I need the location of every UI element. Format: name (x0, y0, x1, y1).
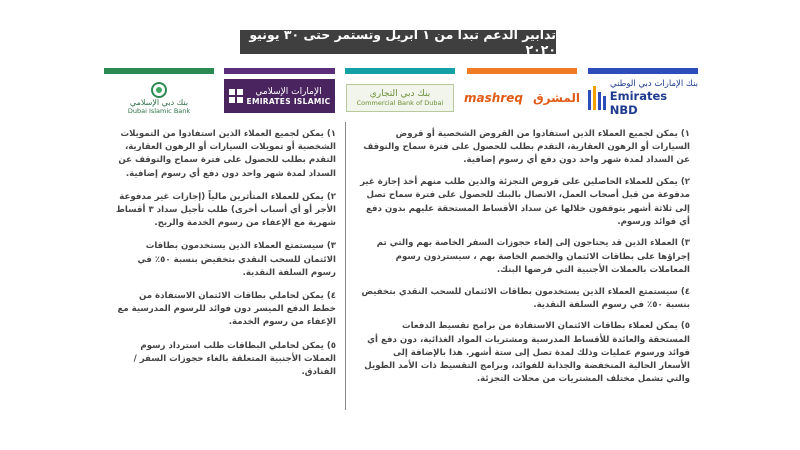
mashreq-name-ar: المشرق (532, 91, 581, 105)
emirates-nbd-symbol-icon (588, 86, 606, 110)
emirates-islamic-logo (224, 68, 335, 118)
mashreq-name-en: mashreq (464, 91, 523, 105)
conventional-banks-measures (360, 128, 690, 395)
measure-item: ٣)العملاء الذين قد يحتاجون إلى إلغاء حجوزات السفر الخاصة بهم والتي تم إجراؤها على بطاقات الائتمان والخصم الخاصة بهم ، سيستردون رسوم المعاملات بالعملات الأجنبية التي فرضها البنك. (376, 238, 690, 275)
emirates-nbd-color-bar (588, 68, 698, 74)
islamic-banks-measures (116, 128, 336, 389)
mashreq-color-bar (467, 68, 577, 74)
emirates-nbd-logo (588, 68, 698, 118)
bank-logos-row (0, 68, 800, 118)
measure-item: ٥)يمكن لحاملي البطاقات طلب استرداد رسوم العملات الأجنبية المتعلقة بالغاء حجوزات السفر / الفنادق. (133, 340, 336, 378)
emirates-islamic-name-en: EMIRATES ISLAMIC (246, 96, 331, 106)
dib-emblem-icon (151, 82, 167, 98)
emirates-nbd-name-ar: بنك الإمارات دبي الوطني (609, 79, 698, 89)
emirates-islamic-symbol-icon (229, 89, 243, 103)
dib-name-ar: بنك دبي الإسلامي (129, 97, 189, 107)
cbd-color-bar (345, 68, 455, 74)
cbd-name-en: Commercial Bank of Dubai (356, 99, 444, 107)
emirates-nbd-name-en: Emirates NBD (609, 89, 668, 117)
column-divider (345, 122, 346, 410)
dubai-islamic-bank-logo (104, 68, 214, 118)
measure-item: ٥)يمكن لعملاء بطاقات الائتمان الاستفادة من برامج تقسيط الدفعات المستحقة والعائدة للأقساط المدرسية ومشتريات المواد الغذائية، دون دفع أي فوائد ورسوم عمليات وذلك لمدة تصل إلى ستة أشهر. هذا بالإضافة إلى الأسعار الحالية المنخفضة والجذابة للفوائد، وبرامج التقسيط ذات الأمد الطويل والتي تشمل مختلف المشتريات من محلات التجزئة. (364, 321, 690, 385)
measure-item: ٤)يمكن لحاملي بطاقات الائتمان الاستفادة من خطط الدفع الميسر دون فوائد للرسوم المدرسية مع الإعفاء من رسوم الخدمة. (117, 291, 336, 328)
dib-color-bar (104, 68, 214, 74)
measure-item: ٣)سيستمتع العملاء الذين يستخدمون بطاقات الائتمان للسحب النقدي بتخفيض بنسبة ٥٠٪ في رسوم السلفة النقدية. (137, 241, 336, 278)
page-title: تدابير الدعم تبدأ من ١ أبريل وتستمر حتى ٣٠ يونيو ٢٠٢٠ (240, 30, 556, 54)
cbd-name-ar: بنك دبي التجاري (369, 89, 431, 99)
commercial-bank-of-dubai-logo (345, 68, 455, 118)
dib-name-en: Dubai Islamic Bank (127, 106, 191, 115)
mashreq-logo (464, 68, 581, 118)
measure-item: ٤)سيستمتع العملاء الذين يستخدمون بطاقات الائتمان للسحب النقدي بتخفيض بنسبة ٥٠٪ في رسوم السلفة النقدية. (361, 286, 690, 310)
emirates-islamic-color-bar (224, 68, 335, 74)
measure-item: ١)يمكن لجميع العملاء الذين استفادوا من التمويلات الشخصية أو تمويلات السيارات أو الرهون العقارية، التقدم بطلب للحصول على فترة سماح والتوقف عن السداد لمدة شهر واحد دون دفع أي رسوم إضافية. (118, 129, 336, 179)
measure-item: ١)يمكن لجميع العملاء الذين استفادوا من القروض الشخصية أو قروض السيارات أو الرهون العقارية، التقدم بطلب للحصول على فترة سماح والتوقف عن السداد لمدة شهر واحد دون دفع أي رسوم إضافية. (363, 129, 690, 166)
emirates-islamic-name-ar: الإمارات الإسلامي (255, 86, 322, 97)
measure-item: ٢)يمكن للعملاء الحاصلين على قروض التجزئة والذين طلب منهم أخذ إجازة غير مدفوعة من قبل أصحاب العمل، الاتصال بالبنك للحصول على فترة سماح تصل إلى ثلاثة أشهر يتوقفون خلالها عن سداد الأقساط المستحقة عليهم بدون دفع أي فوائد ورسوم. (360, 177, 690, 227)
measure-item: ٢)يمكن للعملاء المتأثرين مالياً (إجازات غير مدفوعة الأجر أو أي أسباب أخرى) طلب تأجيل سداد ٣ أقساط شهرية مع الإعفاء من رسوم الخدمة والربح. (115, 191, 336, 229)
